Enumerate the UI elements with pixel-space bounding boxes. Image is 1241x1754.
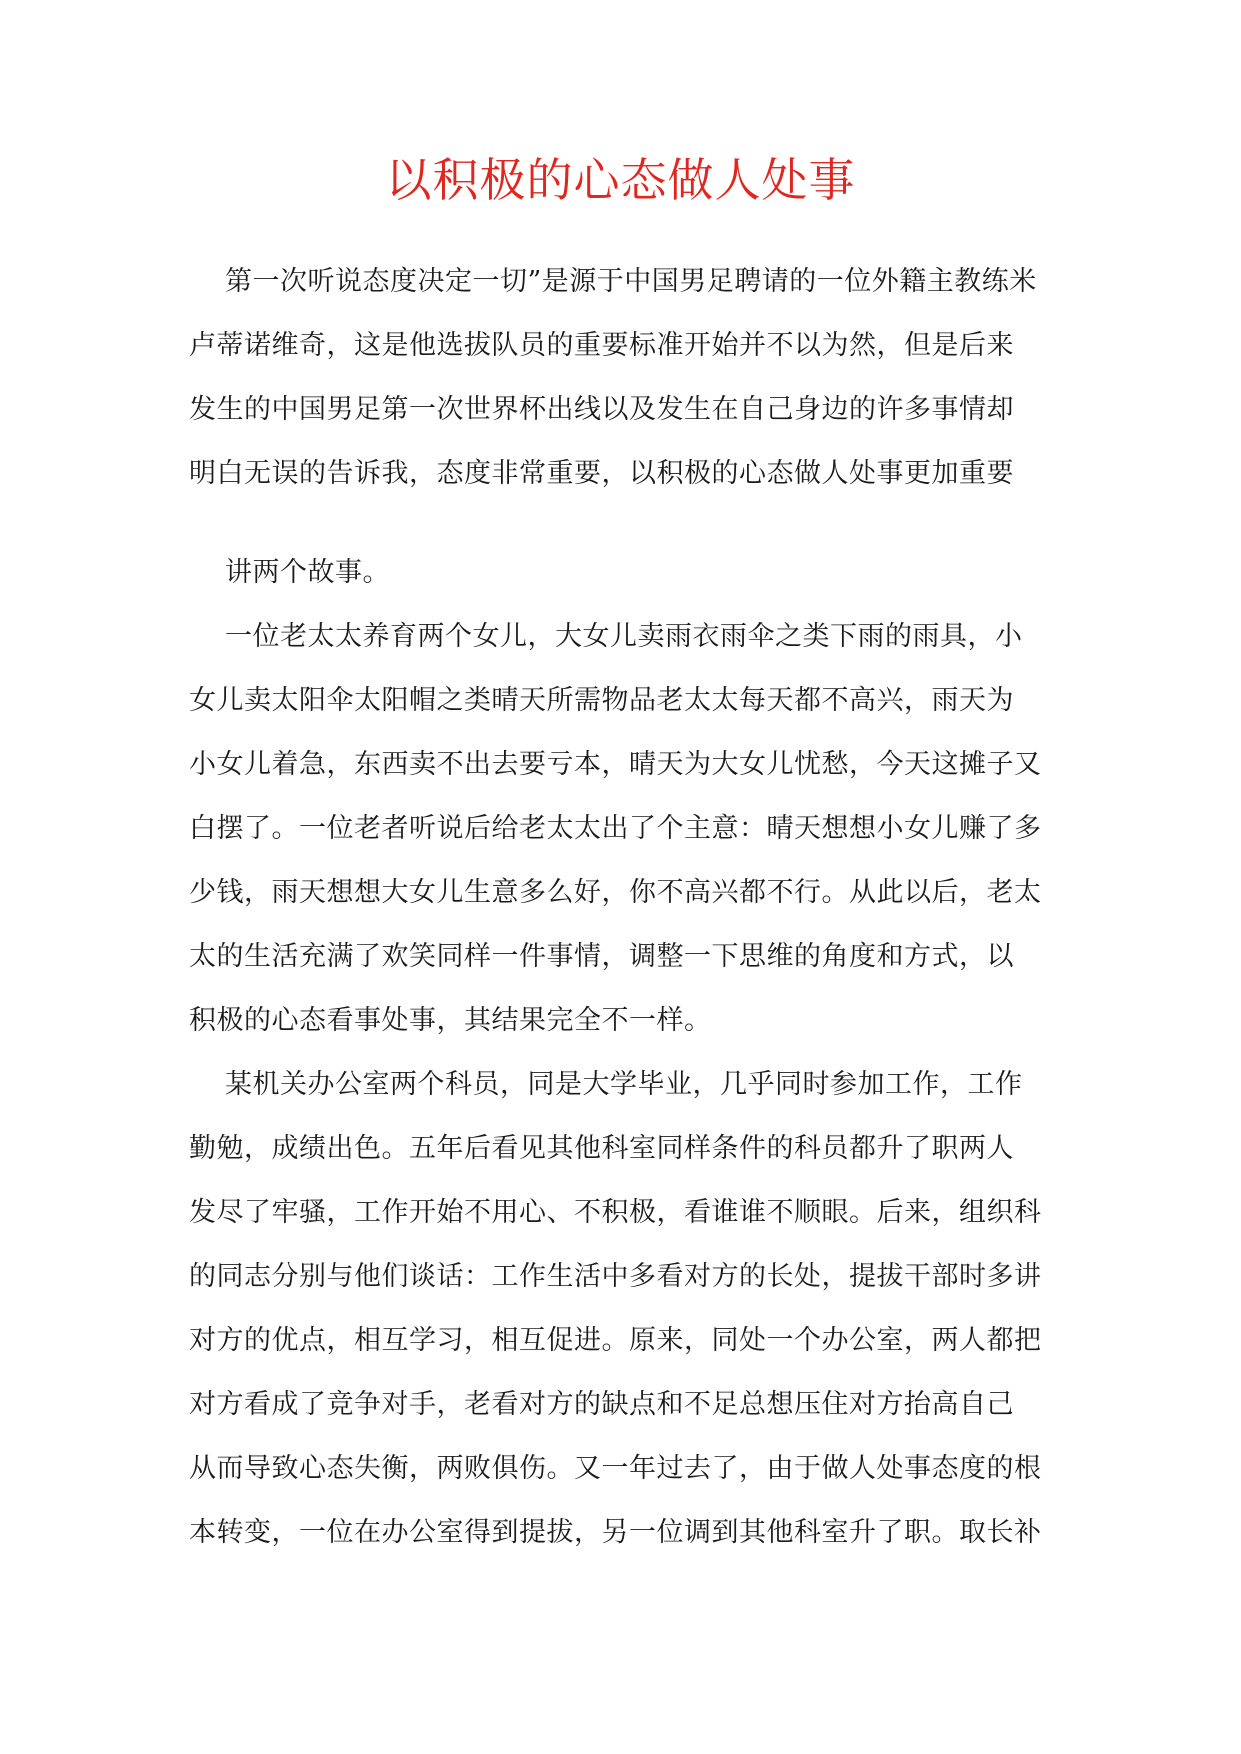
paragraph-3 bbox=[189, 605, 1069, 1053]
paragraph-4 bbox=[189, 1053, 1069, 1565]
paragraph-line: 发生的中国男足第一次世界杯出线以及发生在自己身边的许多事情却 bbox=[189, 394, 1014, 425]
paragraph-line: 讲两个故事。 bbox=[225, 557, 390, 588]
paragraph-line: 对方看成了竞争对手，老看对方的缺点和不足总想压住对方抬高自己 bbox=[189, 1389, 1014, 1420]
paragraph-line: 明白无误的告诉我，态度非常重要，以积极的心态做人处事更加重要 bbox=[189, 458, 1014, 489]
paragraph-line: 白摆了。一位老者听说后给老太太出了个主意：晴天想想小女儿赚了多 bbox=[189, 813, 1042, 844]
paragraph-line: 的同志分别与他们谈话：工作生活中多看对方的长处，提拔干部时多讲 bbox=[189, 1261, 1042, 1292]
paragraph-line: 卢蒂诺维奇，这是他选拔队员的重要标准开始并不以为然，但是后来 bbox=[189, 330, 1014, 361]
paragraph-line: 从而导致心态失衡，两败俱伤。又一年过去了，由于做人处事态度的根 bbox=[189, 1453, 1042, 1484]
paragraph-line: 女儿卖太阳伞太阳帽之类晴天所需物品老太太每天都不高兴，雨天为 bbox=[189, 685, 1014, 716]
paragraph-line: 一位老太太养育两个女儿，大女儿卖雨衣雨伞之类下雨的雨具，小 bbox=[225, 621, 1023, 652]
paragraph-line: 太的生活充满了欢笑同样一件事情，调整一下思维的角度和方式，以 bbox=[189, 941, 1014, 972]
paragraph-line: 第一次听说态度决定一切”是源于中国男足聘请的一位外籍主教练米 bbox=[225, 266, 1037, 297]
paragraph-line: 本转变，一位在办公室得到提拔，另一位调到其他科室升了职。取长补 bbox=[189, 1517, 1042, 1548]
paragraph-line: 积极的心态看事处事，其结果完全不一样。 bbox=[189, 1005, 712, 1036]
paragraph-2 bbox=[189, 541, 1069, 605]
paragraph-gap bbox=[189, 506, 1069, 541]
document-body bbox=[189, 250, 1069, 1565]
paragraph-line: 少钱，雨天想想大女儿生意多么好，你不高兴都不行。从此以后，老太 bbox=[189, 877, 1042, 908]
paragraph-line: 对方的优点，相互学习，相互促进。原来，同处一个办公室，两人都把 bbox=[189, 1325, 1042, 1356]
paragraph-1 bbox=[189, 250, 1069, 506]
paragraph-line: 小女儿着急，东西卖不出去要亏本，晴天为大女儿忧愁，今天这摊子又 bbox=[189, 749, 1042, 780]
paragraph-line: 发尽了牢骚，工作开始不用心、不积极，看谁谁不顺眼。后来，组织科 bbox=[189, 1197, 1042, 1228]
paragraph-line: 某机关办公室两个科员，同是大学毕业，几乎同时参加工作，工作 bbox=[225, 1069, 1023, 1100]
paragraph-line: 勤勉，成绩出色。五年后看见其他科室同样条件的科员都升了职两人 bbox=[189, 1133, 1014, 1164]
document-title: 以积极的心态做人处事 bbox=[385, 153, 856, 207]
